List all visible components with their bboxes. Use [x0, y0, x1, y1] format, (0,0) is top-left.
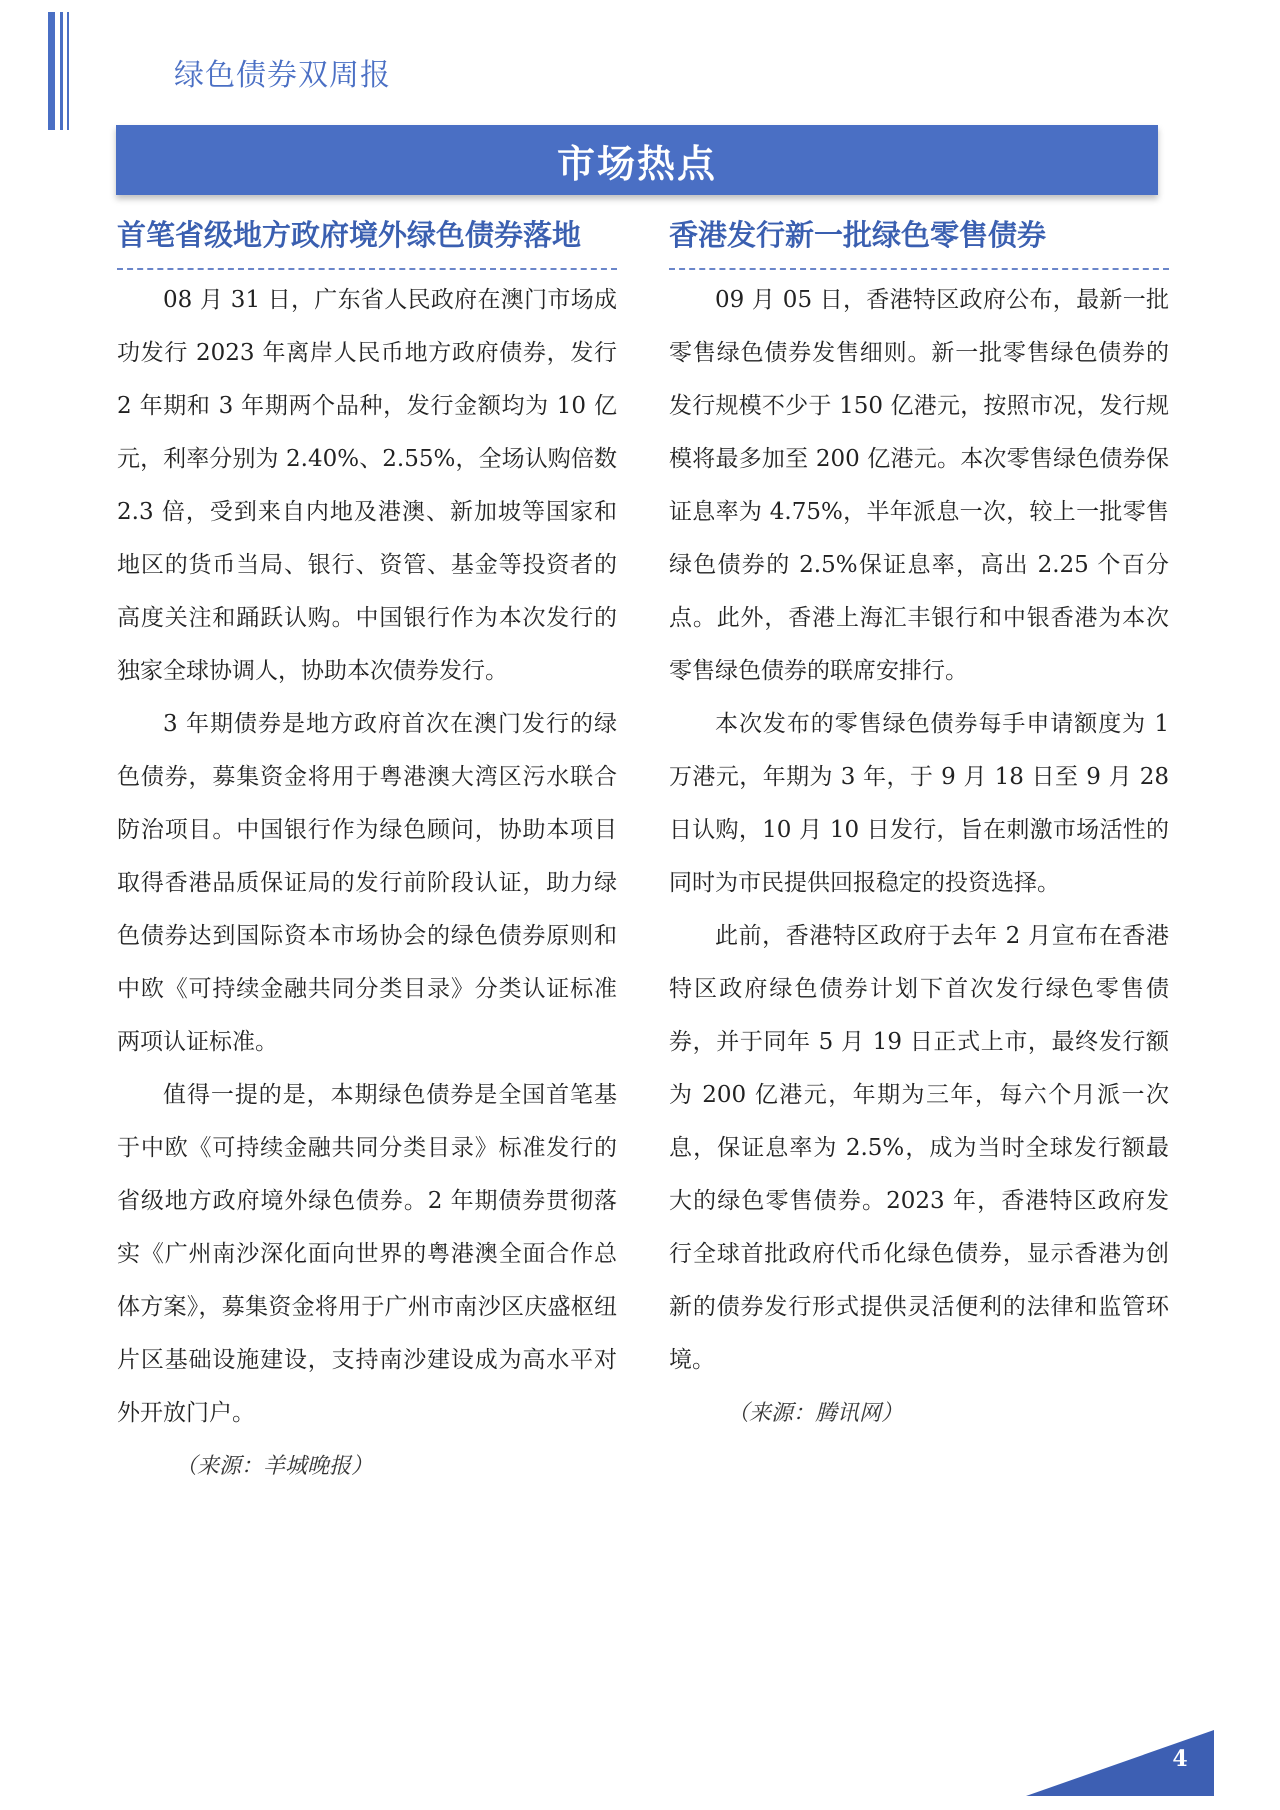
decor-bar: [48, 12, 55, 130]
left-article: [117, 210, 617, 1493]
page-number: 4: [1172, 1746, 1188, 1772]
article-source: （来源：羊城晚报）: [175, 1454, 374, 1479]
right-article: [669, 210, 1169, 1440]
decor-bar: [67, 12, 69, 130]
divider: [117, 268, 617, 270]
paragraph: 3 年期债券是地方政府首次在澳门发行的绿色债券，募集资金将用于粤港澳大湾区污水联合防治项目。中国银行作为绿色顾问，协助本项目取得香港品质保证局的发行前阶段认证，助力绿色债券达到国际资本市场协会的绿色债券原则和中欧《可持续金融共同分类目录》分类认证标准两项认证标准。: [117, 711, 617, 1055]
paragraph: 值得一提的是，本期绿色债券是全国首笔基于中欧《可持续金融共同分类目录》标准发行的省级地方政府境外绿色债券。2 年期债券贯彻落实《广州南沙深化面向世界的粤港澳全面合作总体方案》，募集资金将用于广州市南沙区庆盛枢纽片区基础设施建设，支持南沙建设成为高水平对外开放门户。: [117, 1082, 617, 1426]
decor-bar: [60, 12, 63, 130]
paragraph: 本次发布的零售绿色债券每手申请额度为 1 万港元，年期为 3 年，于 9 月 18 日至 9 月 28 日认购，10 月 10 日发行，旨在刺激市场活性的同时为市民提供回报稳定的投资选择。: [669, 711, 1169, 896]
section-banner-title: 市场热点: [556, 141, 717, 186]
article-source: （来源：腾讯网）: [727, 1401, 904, 1426]
left-article-title: 首笔省级地方政府境外绿色债券落地: [117, 218, 582, 252]
document-title: 绿色债券双周报: [174, 58, 391, 93]
right-article-title: 香港发行新一批绿色零售债券: [669, 218, 1047, 252]
paragraph: 09 月 05 日，香港特区政府公布，最新一批零售绿色债券发售细则。新一批零售绿色债券的发行规模不少于 150 亿港元，按照市况，发行规模将最多加至 200 亿港元。本次零售绿色债券保证息率为 4.75%，半年派息一次，较上一批零售绿色债券的 2.5%保证息率，高出 2.25 个百分点。此外，香港上海汇丰银行和中银香港为本次零售绿色债券的联席安排行。: [669, 287, 1169, 684]
section-banner: [116, 125, 1158, 195]
divider: [669, 268, 1169, 270]
paragraph: 此前，香港特区政府于去年 2 月宣布在香港特区政府绿色债券计划下首次发行绿色零售债券，并于同年 5 月 19 日正式上市，最终发行额为 200 亿港元，年期为三年，每六个月派一次息，保证息率为 2.5%，成为当时全球发行额最大的绿色零售债券。2023 年，香港特区政府发行全球首批政府代币化绿色债券，显示香港为创新的债券发行形式提供灵活便利的法律和监管环境。: [669, 923, 1169, 1373]
paragraph: 08 月 31 日，广东省人民政府在澳门市场成功发行 2023 年离岸人民币地方政府债券，发行 2 年期和 3 年期两个品种，发行金额均为 10 亿元，利率分别为 2.40%、2.55%，全场认购倍数 2.3 倍，受到来自内地及港澳、新加坡等国家和地区的货币当局、银行、资管、基金等投资者的高度关注和踊跃认购。中国银行作为本次发行的独家全球协调人，协助本次债券发行。: [117, 287, 617, 684]
